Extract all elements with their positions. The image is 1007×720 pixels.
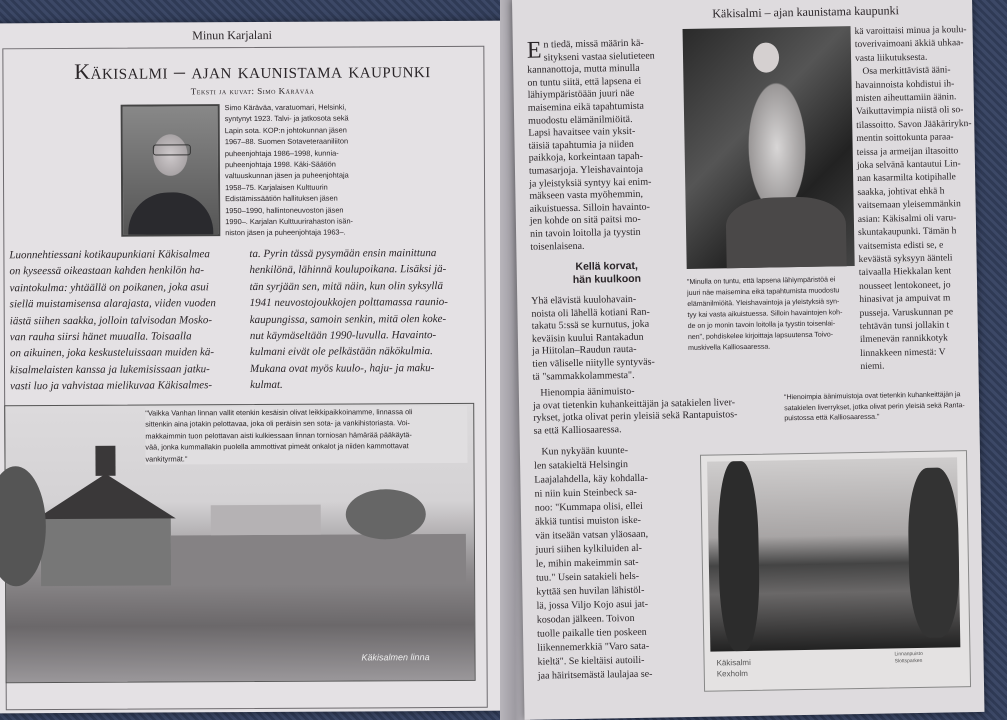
right-column-1-para-1 — [527, 37, 683, 254]
left-page — [0, 21, 516, 714]
paragraph-text: n tiedä, missä määrin kä- sitykseni vastaa sielutieteen kannanottoja, mutta minulla on tuntu siitä, että lapsena ei lähiympäristöään juuri näe maisemina eikä tapahtumista muodostu elämänilmiöitä. Lapsi havaitsee vain yksit- täisiä tapahtumia ja niiden paikkoja, korkeintaan tapah- tumasarjoja. Yleishavaintoja ja yleistyksiä syntyy kai enim- mäkseen vasta myöhemmin, aikuistuessa. Silloin havainto- jen kohde on sitä paitsi mo- nin tavoin loitolla ja tyystin toisenlaisena. — [527, 37, 655, 253]
tree — [907, 467, 960, 638]
castle-tower — [41, 515, 171, 586]
article-title: Käkisalmi – ajan kaunistama kaupunki — [74, 57, 431, 84]
subheading: Kellä korvat, hän kuulkoon — [572, 259, 642, 286]
postcard — [700, 450, 971, 692]
building — [211, 505, 321, 536]
tree — [346, 489, 426, 539]
author-on-rock-photo — [683, 26, 855, 269]
right-column-3: kä varoittaisi minua ja koulu- toverivaimoani äkkiä uhkaa- vasta liikutuksesta. Osa merkittävistä ääni- havainnoista kohdistui ih- misten aiheuttamiin äänin. Vaikuttavimpia niistä oli so- tilassoitto. Savon Jääkärirykn- mentin soittokunta paraa- teissa ja armeijan iltasoitto joka selvänä kantautui Lin- nan kasarmilta kotipihalle saakka, johtivat ehkä h vaitsemaan yleisemmänkin asian: Käkisalmi oli varu- skuntakaupunki. Tämän h vaitsemista edisti se, e keväästä syksyyn äänteli taivaalla Hiekkalan kent nousseet lentokoneet, jo hinasivat ja ampuivat m pusseja. Varuskunnan pe tehtävän tunsi jollakin t ilmenevän rannikkotyk linnakkeen nimestä: V niemi. — [854, 25, 972, 373]
right-column-1-para-3: Hienompia äänimuisto- ja ovat tietenkin kuhankeittäjän ja satakielen liver- rykset, jotka olivat perin yleisiä sekä Rantapuistos- sa että Kalliosaaressa. — [532, 385, 738, 437]
right-column-1-para-4: Kun nykyään kuunte- len satakieltä Helsingin Laajalahdella, käy kohdalla- ni niin kuin Steinbeck sa- noo: "Kummapa olisi, ellei äkkiä tuntisi muiston iske- vän itseään vatsan yläosaan, juuri siihen kylkiluiden al- le, mihin makeimmin sat- tuu." Usein satakieli hels- kyttää sen huvilan lähistöl- lä, jossa Viljo Kojo asui jat- kosodan jälkeen. Toivon tuolle paikalle tien poskeen liikennemerkkiä "Varo sata- kieltä". Se kieltäisi autoili- jaa häiritsemästä laulajaa se- — [533, 445, 653, 682]
postcard-caption: Käkisalmi Kexholm — [716, 657, 751, 679]
right-page — [512, 0, 984, 720]
castle-wall — [171, 534, 466, 586]
satakieli-quote: "Hienoimpia äänimuistoja ovat tietenkin kuhankeittäjän ja satakielen liverrykset, jotka olivat perin yleisiä sekä Ranta- puistossa että Kalliosaaressa." — [783, 391, 965, 423]
tower-roof — [36, 473, 176, 519]
intro-column-2: ta. Pyrin tässä pysymään ensin mainittuna henkilönä, lähinnä koulupoikana. Lisäksi jä- tän syrjään sen, mitä näin, kun olin syksyllä 1941 neuvostojoukkojen polttamassa raunio- kaupungissa, samoin senkin, mitä olen koke- nut käymäseltään 1990-luvulla. Havainto- kulmani eivät ole pelkästään näkökulmia. Mukana ovat myös kuulo-, haju- ja maku- kulmat. — [249, 247, 448, 392]
castle-quote: "Vaikka Vanhan linnan vallit etenkin kesäisin olivat leikkipaikkoinamme, linnassa oli sittenkin aina jotakin pelottavaa, joka oli peräisin sen sota- ja vankihistoriasta. Voi- makkaimmin tuon pelottavan aisti kulkiessaan linnan torniosan hämärää pääkäytä- vää, jonka kummallakin puolella ammottivat pimeät onkalot ja niiden kammottavat vankityrmät." — [145, 406, 467, 465]
author-portrait — [121, 104, 221, 237]
postcard-small-caption: Linnanpuisto Slottsparken — [894, 650, 923, 665]
intro-column-1: Luonnehtiessani kotikaupunkiani Käkisalmea on kyseessä oikeastaan kahden henkilön ha- vaintokulma: yhtäällä on poikanen, joka asui siellä muistamisensa alarajasta, viiden vuoden iästä siihen saakka, jolloin talvisodan Mosko- van rauha siirsi hänet muualla. Toisaalla on aikuinen, joka keskusteluissaan muiden kä- kisalmelaisten kanssa ja lukemisissaan jatku- vasti luo ja vahvistaa mielikuvaa Käkisalmes- — [9, 248, 216, 393]
author-bio: Simo Käräväa, varatuomari, Helsinki, syntynyt 1923. Talvi- ja jatkosota sekä Lapin sota. KOP:n johtokunnan jäsen 1967–88. Suomen Sotaveteraaniliiton puheenjohtaja 1986–1998, kunnia- puheenjohtaja 1998. Käki-Säätiön valtuuskunnan jäsen ja puheenjohtaja 1958–75. Karjalaisen Kulttuurin Edistämissäätiön hallituksen jäsen 1950–1990, hallintoneuvoston jäsen 1990–. Karjalan Kulttuurirahaston isän- niston jäsen ja puheenjohtaja 1963–. — [224, 102, 354, 238]
right-column-1-para-2: Yhä elävistä kuulohavain- noista oli lähellä kotiani Ran- takatu 5:ssä se kurnutus, joka keväisin kuului Rantakadun ja Hiitolan–Raudun rauta- tien väliselle niitylle syntyväs- tä "sammakkolammesta". — [531, 293, 655, 383]
byline: Teksti ja kuvat: Simo Käräväa — [190, 85, 315, 97]
rock — [725, 196, 846, 268]
postcard-photo — [707, 457, 960, 651]
tower-spire — [95, 446, 115, 476]
person-head — [753, 42, 780, 72]
tree — [717, 461, 760, 652]
running-head: Minun Karjalani — [192, 27, 272, 43]
photo-caption: Käkisalmen linna — [361, 652, 430, 663]
castle-photo — [4, 403, 475, 683]
photo-caption-author: "Minulla on tuntu, että lapsena lähiympäristöä ei juuri näe maisemina eikä tapahtumista muodostu elämänilmiöitä. Yleishavaintoja ja yleistyksiä syn- tyy kai vasta aikuistuessa. Silloin havaintojen koh- de on jo monin tavoin loitolla ja tyystin toisenlai- nen", pohdiskelee kirjoittaja lapsuutensa Toivo- muskivella Kalliosaaressa. — [686, 276, 843, 352]
running-head-right: Käkisalmi – ajan kaunistama kaupunki — [712, 3, 899, 21]
drop-cap: E — [526, 37, 542, 64]
